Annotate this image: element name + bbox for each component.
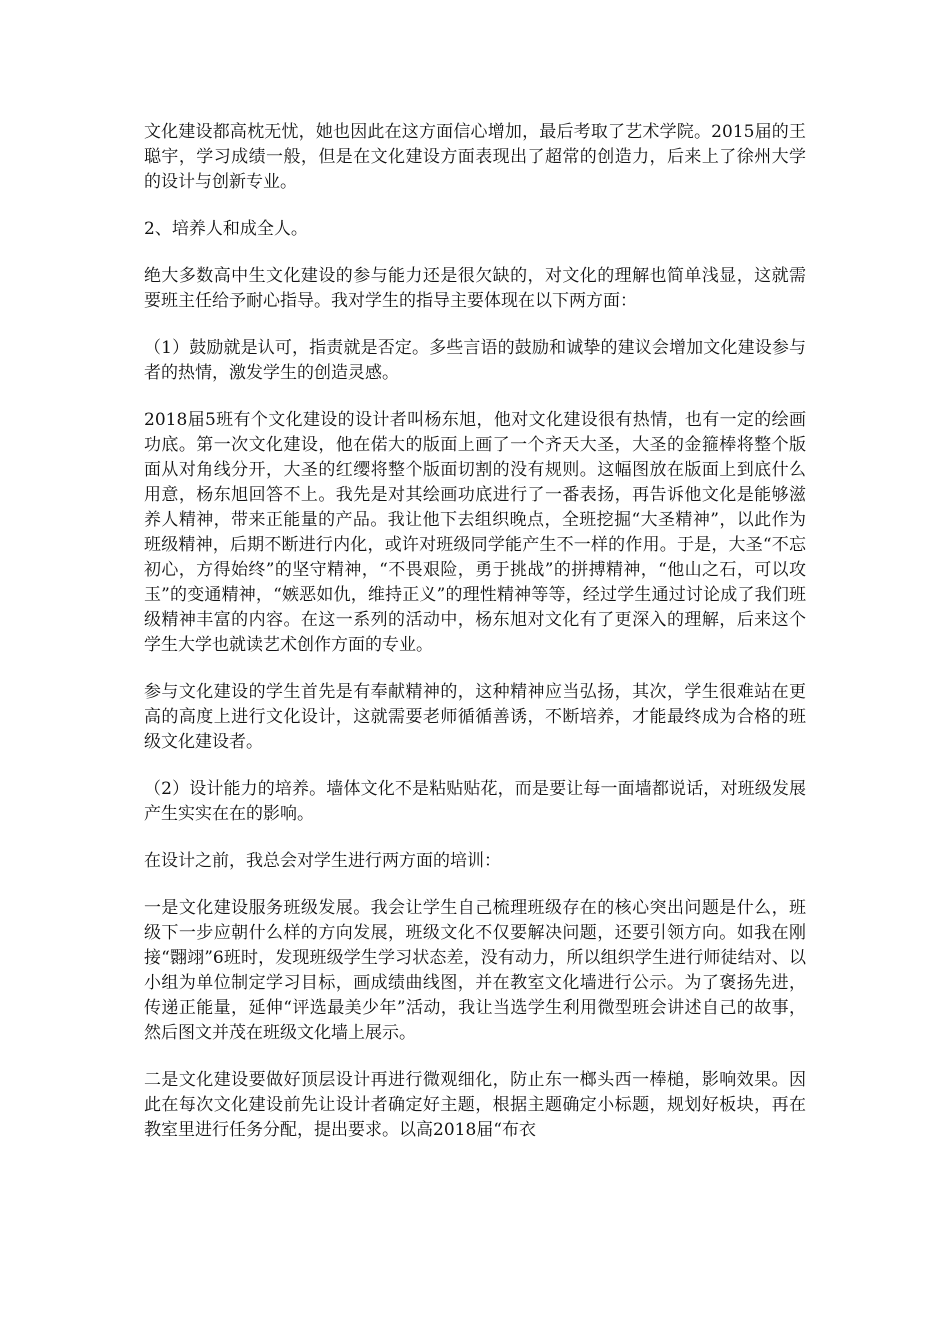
section-heading-cultivate: 2、培养人和成全人。 bbox=[144, 219, 308, 239]
paragraph-point-2-design-ability: （2）设计能力的培养。墙体文化不是粘贴贴花，而是要让每一面墙都说话，对班级发展产生实实在在的影响。 bbox=[144, 779, 806, 824]
paragraph-continued-art-college: 文化建设都高枕无忧，她也因此在这方面信心增加，最后考取了艺术学院。2015届的王聪宇，学习成绩一般，但是在文化建设方面表现出了超常的创造力，后来上了徐州大学的设计与创新专业。 bbox=[144, 122, 806, 192]
paragraph-dedication: 参与文化建设的学生首先是有奉献精神的，这种精神应当弘扬，其次，学生很难站在更高的高度上进行文化设计，这就需要老师循循善诱，不断培养，才能最终成为合格的班级文化建设者。 bbox=[144, 682, 806, 752]
paragraph-first-training: 一是文化建设服务班级发展。我会让学生自己梳理班级存在的核心突出问题是什么，班级下一步应朝什么样的方向发展，班级文化不仅要解决问题，还要引领方向。如我在刚接“翾翊”6班时，发现班级学生学习状态差，没有动力，所以组织学生进行师徒结对、以小组为单位制定学习目标，画成绩曲线图，并在教室文化墙进行公示。为了褒扬先进，传递正能量，延伸“评选最美少年”活动，我让当选学生利用微型班会讲述自己的故事，然后图文并茂在班级文化墙上展示。 bbox=[144, 898, 806, 1043]
paragraph-yang-dongxu-story: 2018届5班有个文化建设的设计者叫杨东旭，他对文化建设很有热情，也有一定的绘画功底。第一次文化建设，他在偌大的版面上画了一个齐天大圣，大圣的金箍棒将整个版面从对角线分开，大圣的红缨将整个版面切割的没有规则。这幅图放在版面上到底什么用意，杨东旭回答不上。我先是对其绘画功底进行了一番表扬，再告诉他文化是能够滋养人精神，带来正能量的产品。我让他下去组织晚点，全班挖掘“大圣精神”，以此作为班级精神，后期不断进行内化，或许对班级同学能产生不一样的作用。于是，大圣“不忘初心，方得始终”的坚守精神，“不畏艰险，勇于挑战”的拼搏精神，“他山之石，可以攻玉”的变通精神，“嫉恶如仇，维持正义”的理性精神等等，经过学生通过讨论成了我们班级精神丰富的内容。在这一系列的活动中，杨东旭对文化有了更深入的理解，后来这个学生大学也就读艺术创作方面的专业。 bbox=[144, 410, 806, 655]
paragraph-training-intro: 在设计之前，我总会对学生进行两方面的培训： bbox=[144, 851, 501, 871]
paragraph-guidance-intro: 绝大多数高中生文化建设的参与能力还是很欠缺的，对文化的理解也简单浅显，这就需要班主任给予耐心指导。我对学生的指导主要体现在以下两方面： bbox=[144, 266, 806, 311]
document-page bbox=[144, 120, 806, 1165]
paragraph-point-1-encouragement: （1）鼓励就是认可，指责就是否定。多些言语的鼓励和诚挚的建议会增加文化建设参与者的热情，激发学生的创造灵感。 bbox=[144, 338, 806, 383]
paragraph-second-training: 二是文化建设要做好顶层设计再进行微观细化，防止东一榔头西一棒槌，影响效果。因此在每次文化建设前先让设计者确定好主题，根据主题确定小标题，规划好板块，再在教室里进行任务分配，提出要求。以高2018届“布衣 bbox=[144, 1070, 806, 1140]
